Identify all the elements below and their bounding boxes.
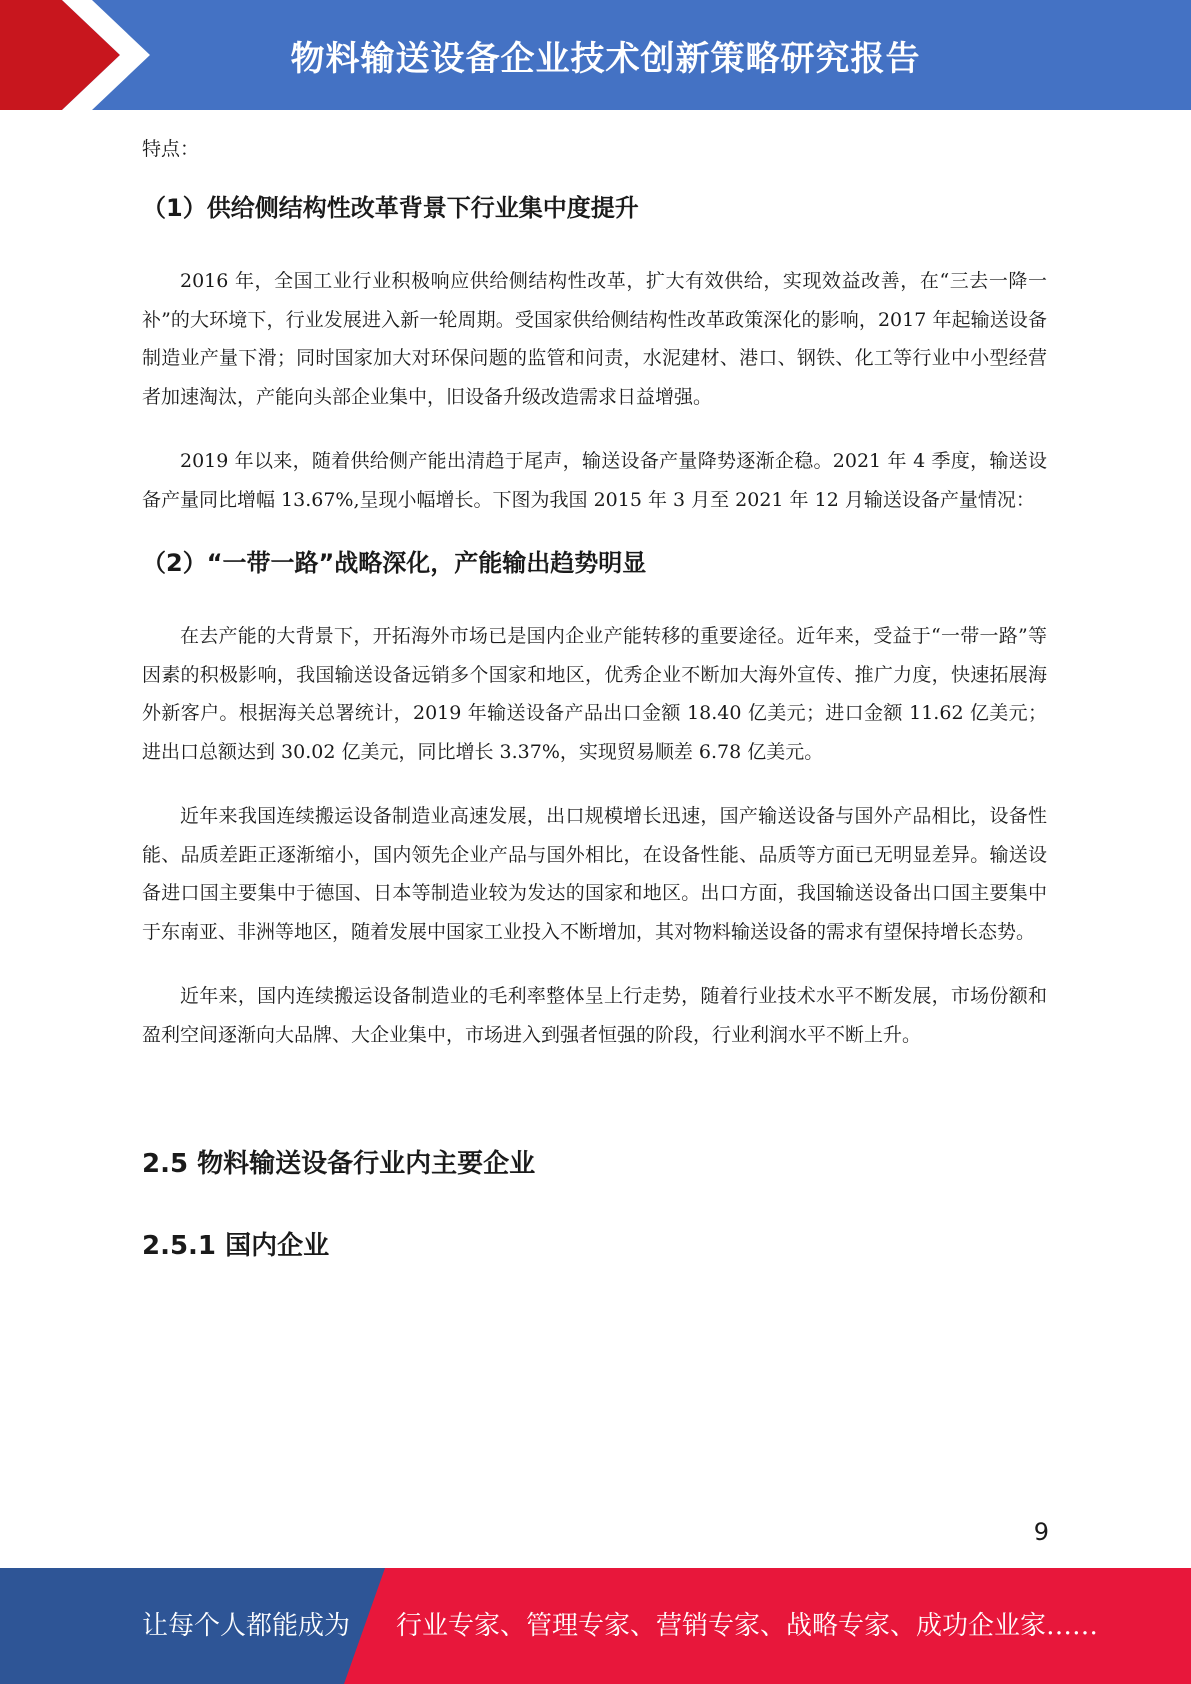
paragraph: 2019 年以来，随着供给侧产能出清趋于尾声，输送设备产量降势逐渐企稳。2021 年 4 季度，输送设备产量同比增幅 13.67%,呈现小幅增长。下图为我国 2015 年 3 月至 2021 年 12 月输送设备产量情况： xyxy=(142,450,1047,511)
heading-2-5: 2.5 物料输送设备行业内主要企业 xyxy=(142,1149,536,1179)
paragraph: 近年来，国内连续搬运设备制造业的毛利率整体呈上行走势，随着行业技术水平不断发展，市场份额和盈利空间逐渐向大品牌、大企业集中，市场进入到强者恒强的阶段，行业利润水平不断上升。 xyxy=(142,985,1047,1046)
page-content xyxy=(142,130,1047,1266)
section1-heading: （1）供给侧结构性改革背景下行业集中度提升 xyxy=(142,194,639,222)
page-footer xyxy=(0,1568,1191,1684)
footer-slogan-left: 让每个人都能成为 xyxy=(142,1611,351,1641)
intro-text: 特点： xyxy=(142,138,200,160)
paragraph: 在去产能的大背景下，开拓海外市场已是国内企业产能转移的重要途径。近年来，受益于“一带一路”等因素的积极影响，我国输送设备远销多个国家和地区，优秀企业不断加大海外宣传、推广力度，快速拓展海外新客户。根据海关总署统计，2019 年输送设备产品出口金额 18.40 亿美元；进口金额 11.62 亿美元；进出口总额达到 30.02 亿美元，同比增长 3.37%，实现贸易顺差 6.78 亿美元。 xyxy=(142,625,1047,763)
section2-heading: （2）“一带一路”战略深化，产能输出趋势明显 xyxy=(142,549,647,577)
heading-2-5-1: 2.5.1 国内企业 xyxy=(142,1231,330,1261)
paragraph: 2016 年，全国工业行业积极响应供给侧结构性改革，扩大有效供给，实现效益改善，在“三去一降一补”的大环境下，行业发展进入新一轮周期。受国家供给侧结构性改革政策深化的影响，2017 年起输送设备制造业产量下滑；同时国家加大对环保问题的监管和问责，水泥建材、港口、钢铁、化工等行业中小型经营者加速淘汰，产能向头部企业集中，旧设备升级改造需求日益增强。 xyxy=(142,270,1047,408)
page-number: 9 xyxy=(1033,1518,1049,1546)
footer-slogan-right: 行业专家、管理专家、营销专家、战略专家、成功企业家…… xyxy=(396,1611,1099,1641)
paragraph: 近年来我国连续搬运设备制造业高速发展，出口规模增长迅速，国产输送设备与国外产品相比，设备性能、品质差距正逐渐缩小，国内领先企业产品与国外相比，在设备性能、品质等方面已无明显差异。输送设备进口国主要集中于德国、日本等制造业较为发达的国家和地区。出口方面，我国输送设备出口国主要集中于东南亚、非洲等地区，随着发展中国家工业投入不断增加，其对物料输送设备的需求有望保持增长态势。 xyxy=(142,805,1047,943)
header-title: 物料输送设备企业技术创新策略研究报告 xyxy=(290,38,921,79)
page-header xyxy=(0,0,1191,110)
